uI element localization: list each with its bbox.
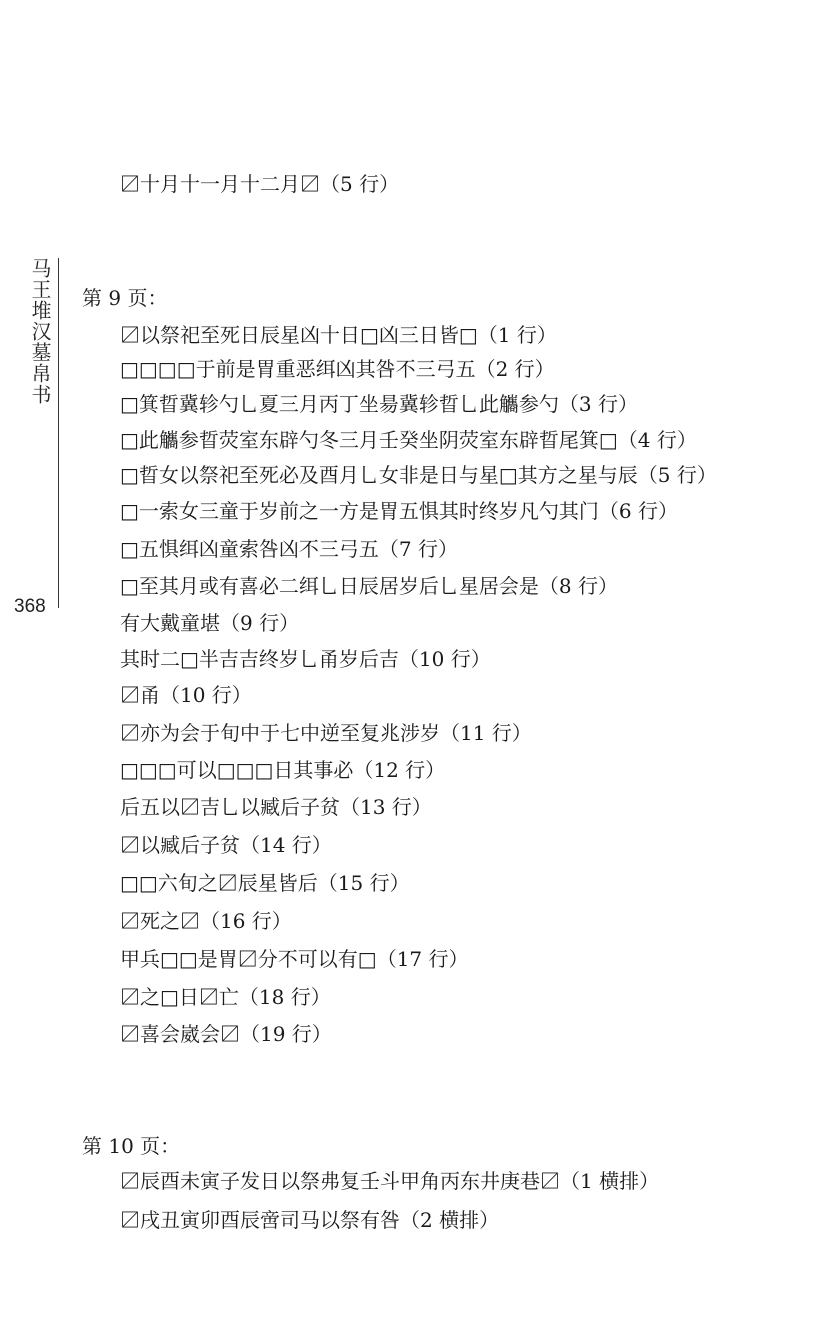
text-line: 〼之□日〼亡（18 行） [120, 985, 331, 1009]
text-line: □晢女以祭祀至死必及酉月乚女非是日与星□其方之星与辰（5 行） [120, 463, 717, 487]
text-line: 后五以〼吉乚以臧后子贫（13 行） [120, 795, 432, 819]
text-line: 〼亦为会于旬中于七中逆至复兆涉岁（11 行） [120, 721, 532, 745]
text-line: 其时二□半吉吉终岁乚甬岁后吉（10 行） [120, 647, 491, 671]
text-line: 〼喜会崴会〼（19 行） [120, 1022, 332, 1046]
text-line: □至其月或有喜必二䌺乚日辰居岁后乚星居会是（8 行） [120, 574, 618, 598]
text-line: 〼以祭祀至死日辰星凶十日□凶三日皆□（1 行） [120, 323, 557, 347]
page-number: 368 [14, 596, 46, 617]
top-line: 〼十月十一月十二月〼（5 行） [120, 172, 400, 196]
text-line: □□□□于前是胃重恶䌺凶其咎不三弓五（2 行） [120, 357, 555, 381]
text-line: □□□可以□□□日其事必（12 行） [120, 758, 446, 782]
text-line: □箕晢冀轸勺乚夏三月丙丁坐昜冀轸晢乚此觿参勺（3 行） [120, 392, 638, 416]
section-heading: 第 9 页： [82, 286, 168, 310]
section-heading: 第 10 页： [82, 1134, 181, 1158]
text-line: 甲兵□□是胃〼分不可以有□（17 行） [120, 947, 469, 971]
text-line: □五惧䌺凶童索咎凶不三弓五（7 行） [120, 537, 458, 561]
text-line: 〼戌丑寅卯酉辰啻司马以祭有咎（2 横排） [120, 1208, 500, 1232]
margin-rule [58, 258, 59, 608]
text-line: □此觿参晢荧室东辟勺冬三月壬癸坐阴荧室东辟晢尾箕□（4 行） [120, 428, 697, 452]
book-title: 马王堆汉墓帛书 [28, 258, 52, 405]
text-line: □一索女三童于岁前之一方是胃五惧其时终岁凡勺其门（6 行） [120, 499, 678, 523]
text-line: 〼甬（10 行） [120, 683, 252, 707]
text-line: □□六旬之〼辰星皆后（15 行） [120, 871, 410, 895]
text-line: 〼以臧后子贫（14 行） [120, 833, 332, 857]
text-line: 〼死之〼（16 行） [120, 909, 292, 933]
text-line: 有大戴童堪（9 行） [120, 611, 300, 635]
text-line: 〼辰酉未寅子发日以祭弗复壬斗甲角丙东井庚巷〼（1 横排） [120, 1169, 660, 1193]
